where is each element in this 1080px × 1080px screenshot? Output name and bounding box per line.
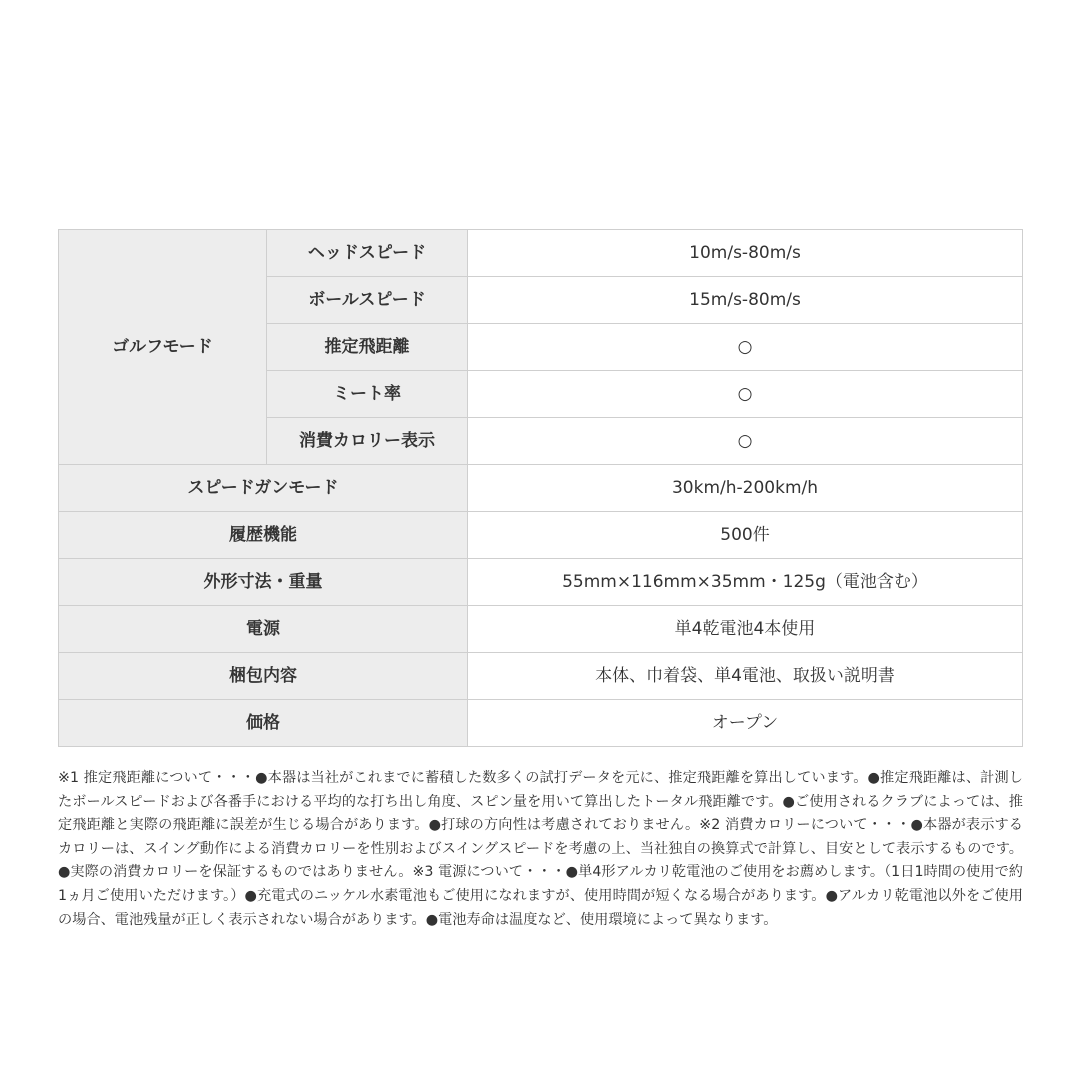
package-contents-value: 本体、巾着袋、単4電池、取扱い説明書 <box>468 653 1023 700</box>
power-source-value: 単4乾電池4本使用 <box>468 606 1023 653</box>
table-row <box>59 465 1023 512</box>
price-value: オープン <box>468 700 1023 747</box>
head-speed-value: 10m/s-80m/s <box>468 230 1023 277</box>
dimensions-weight-value: 55mm×116mm×35mm・125g（電池含む） <box>468 559 1023 606</box>
price-label: 価格 <box>59 700 468 747</box>
table-row <box>59 230 1023 277</box>
spec-table <box>58 229 1023 747</box>
table-row <box>59 653 1023 700</box>
golf-mode-label: ゴルフモード <box>59 230 267 465</box>
head-speed-label: ヘッドスピード <box>267 230 468 277</box>
speed-gun-mode-label: スピードガンモード <box>59 465 468 512</box>
calorie-display-label: 消費カロリー表示 <box>267 418 468 465</box>
ball-speed-value: 15m/s-80m/s <box>468 277 1023 324</box>
estimated-distance-label: 推定飛距離 <box>267 324 468 371</box>
speed-gun-mode-value: 30km/h-200km/h <box>468 465 1023 512</box>
footnotes-text: ※1 推定飛距離について・・・●本器は当社がこれまでに蓄積した数多くの試打データを元に、推定飛距離を算出しています。●推定飛距離は、計測したボールスピードおよび各番手における平均的な打ち出し角度、スピン量を用いて算出したトータル飛距離です。●ご使用されるクラブによっては、推定飛距離と実際の飛距離に誤差が生じる場合があります。●打球の方向性は考慮されておりません。※2 消費カロリーについて・・・●本器が表示するカロリーは、スイング動作による消費カロリーを性別およびスイングスピードを考慮の上、当社独自の換算式で計算し、目安として表示するものです。●実際の消費カロリーを保証するものではありません。※3 電源について・・・●単4形アルカリ乾電池のご使用をお薦めします。（1日1時間の使用で約1ヵ月ご使用いただけます。）●充電式のニッケル水素電池もご使用になれますが、使用時間が短くなる場合があります。●アルカリ乾電池以外をご使用の場合、電池残量が正しく表示されない場合があります。●電池寿命は温度など、使用環境によって異なります。 <box>58 770 1023 928</box>
estimated-distance-value: ○ <box>468 324 1023 371</box>
table-row <box>59 700 1023 747</box>
history-function-label: 履歴機能 <box>59 512 468 559</box>
history-function-value: 500件 <box>468 512 1023 559</box>
table-row <box>59 512 1023 559</box>
calorie-display-value: ○ <box>468 418 1023 465</box>
package-contents-label: 梱包内容 <box>59 653 468 700</box>
power-source-label: 電源 <box>59 606 468 653</box>
table-row <box>59 606 1023 653</box>
table-row <box>59 559 1023 606</box>
dimensions-weight-label: 外形寸法・重量 <box>59 559 468 606</box>
ball-speed-label: ボールスピード <box>267 277 468 324</box>
smash-factor-value: ○ <box>468 371 1023 418</box>
smash-factor-label: ミート率 <box>267 371 468 418</box>
